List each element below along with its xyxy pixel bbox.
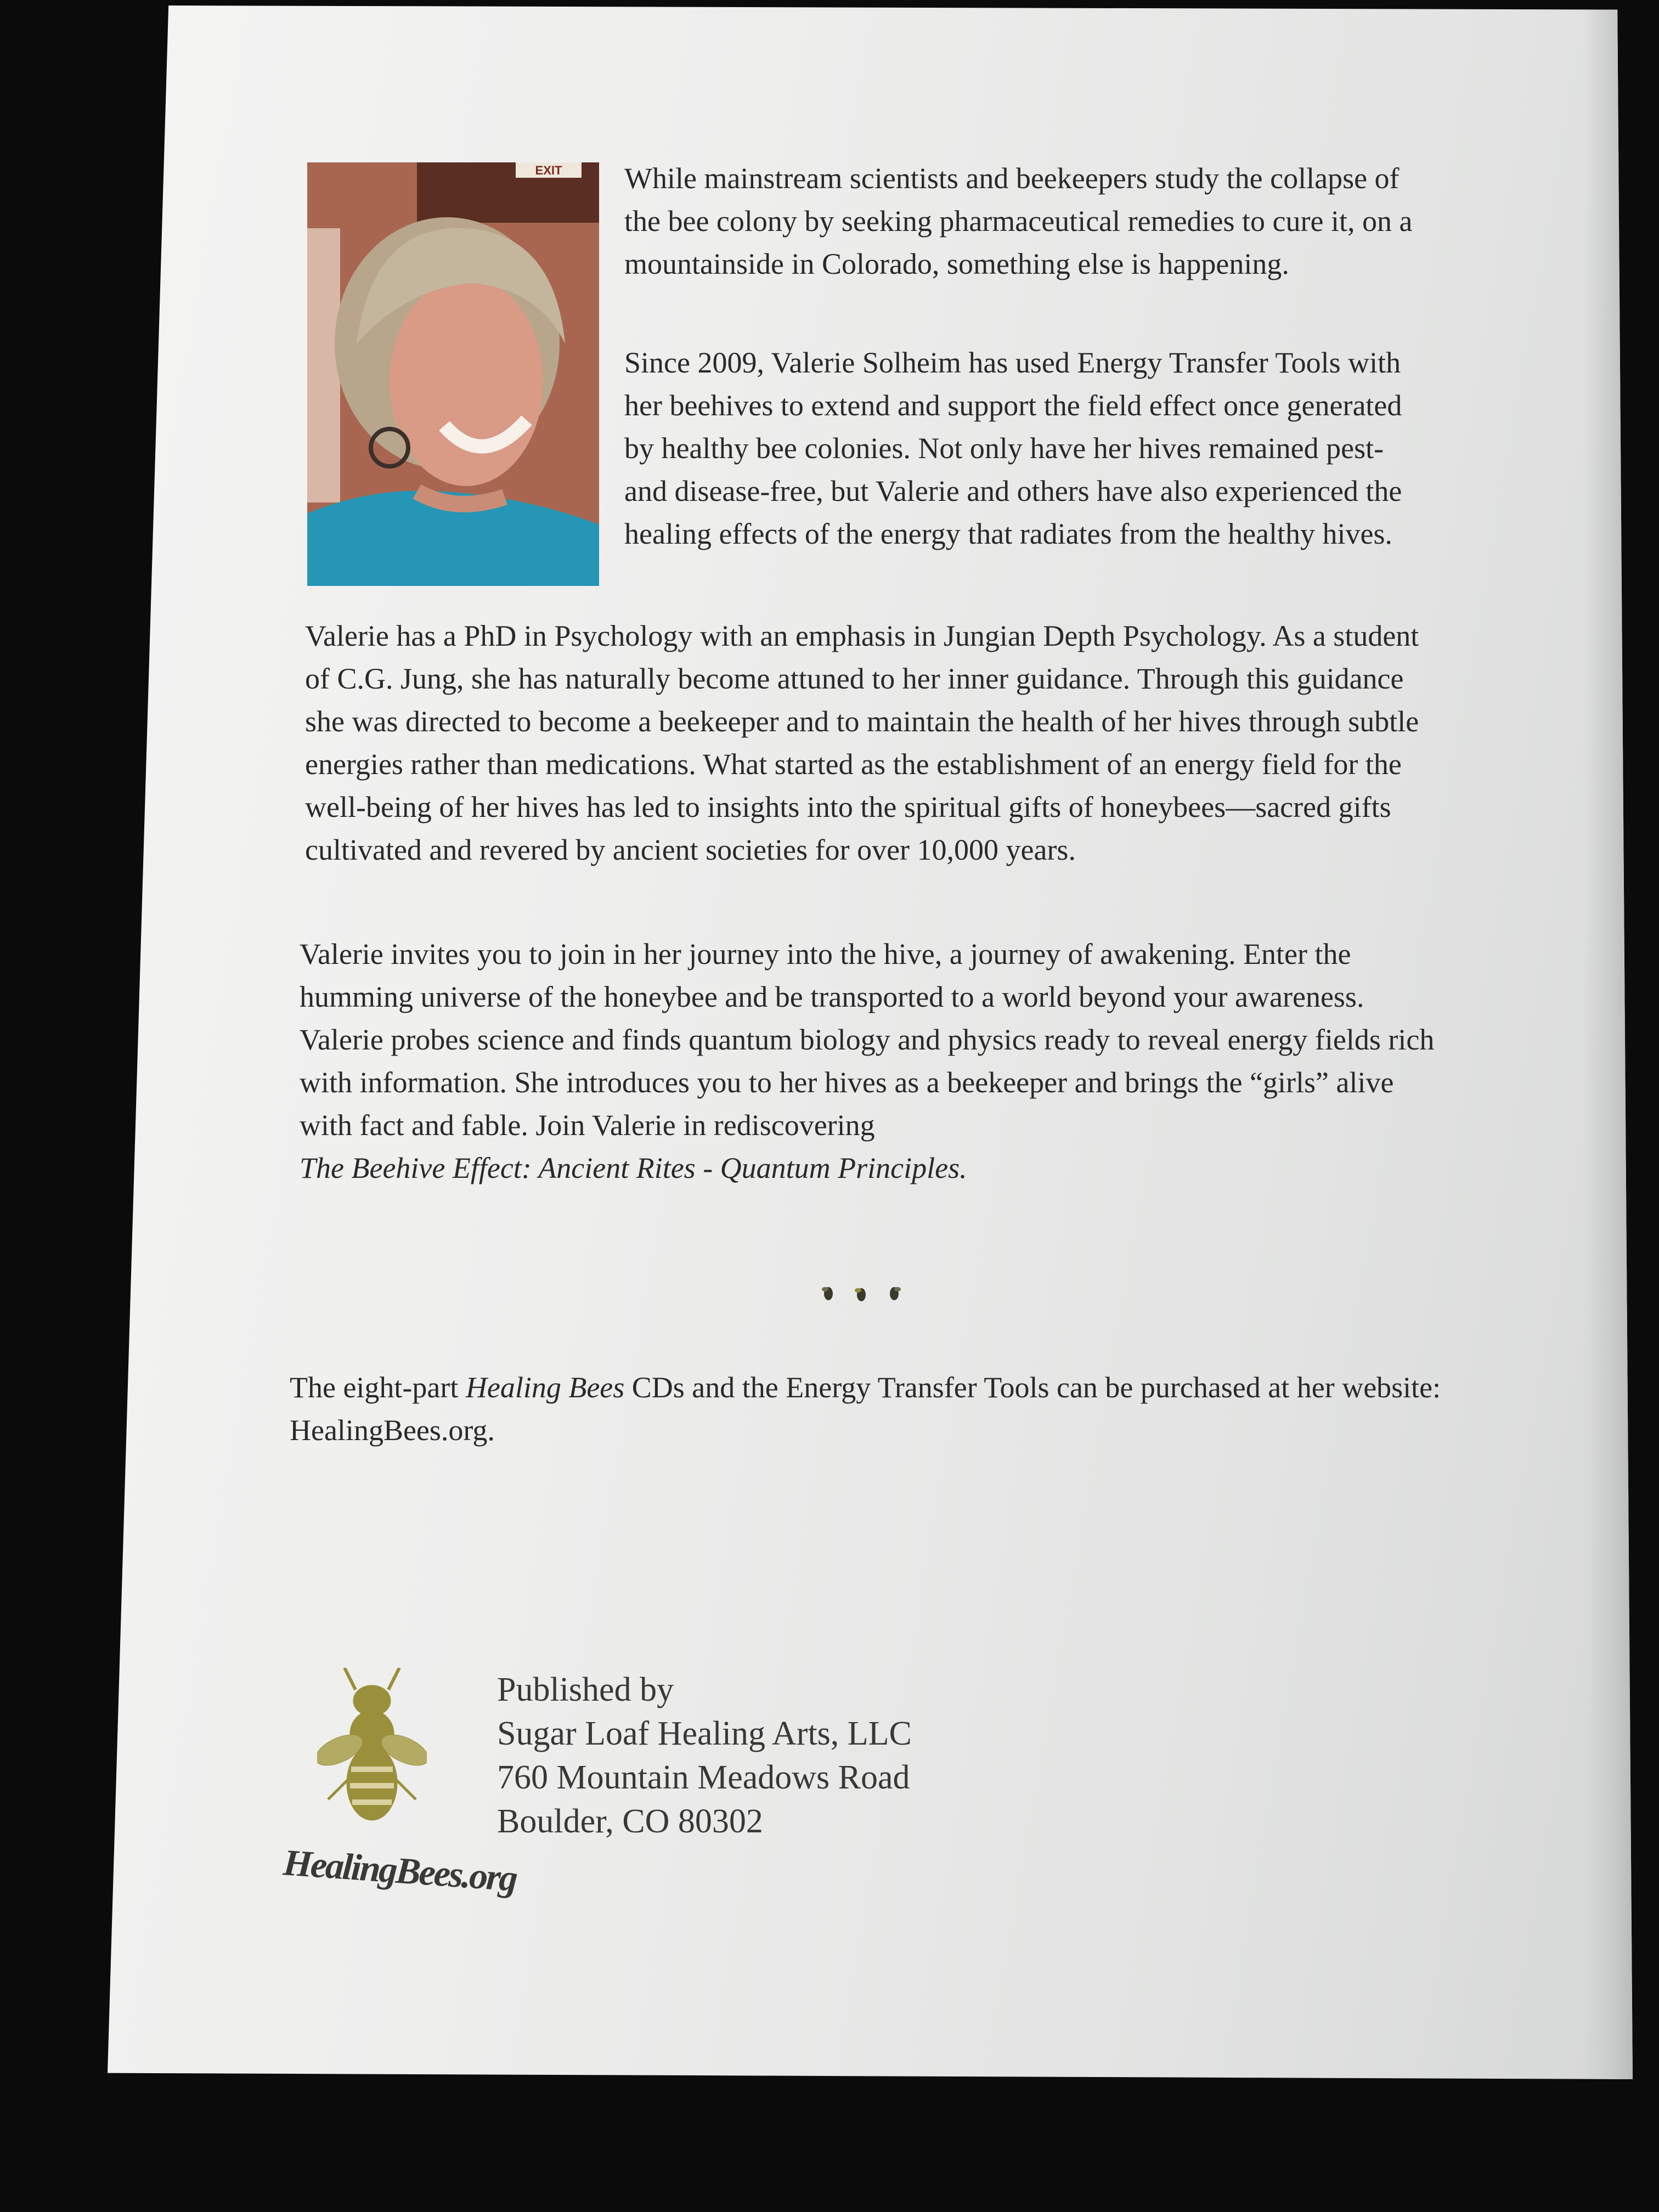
- author-portrait-illustration: [307, 162, 599, 586]
- bio-paragraph: [305, 614, 1441, 871]
- intro-paragraph-1: [624, 157, 1425, 285]
- cds-suffix: CDs and the Energy Transfer Tools can be purchased at her website: HealingBees.org.: [290, 1371, 1441, 1447]
- bee-icon: [317, 1668, 427, 1821]
- publisher-line-1: Published by: [497, 1671, 674, 1708]
- bee-ornament-icon: [812, 1276, 911, 1309]
- publisher-block: [497, 1668, 912, 1843]
- invite-text: Valerie invites you to join in her journey into the hive, a journey of awakening. Enter the humming universe of the honeybee and be transported to a world beyond your awareness. Valerie probes science and finds quantum biology and physics ready to reveal energy fields rich with information. She introduces you to her hives as a beekeeper and brings the “girls” alive with fact and fable. Join Valerie in rediscovering: [300, 938, 1435, 1142]
- author-photo: [307, 162, 599, 586]
- publisher-line-4: Boulder, CO 80302: [497, 1803, 763, 1840]
- intro-text-1: While mainstream scientists and beekeepers study the collapse of the bee colony by seeking pharmaceutical remedies to cure it, on a mountainside in Colorado, something else is happening.: [624, 162, 1413, 280]
- invite-paragraph: [300, 933, 1452, 1189]
- exit-sign-text: EXIT: [535, 163, 562, 177]
- bio-text: Valerie has a PhD in Psychology with an emphasis in Jungian Depth Psychology. As a student of C.G. Jung, she has naturally become attuned to her inner guidance. Through this guidance she was directed to become a beekeeper and to maintain the health of her hives through subtle energies rather than medications. What started as the establishment of an energy field for the well-being of her hives has led to insights into the spiritual gifts of honeybees—sacred gifts cultivated and revered by ancient societies for over 10,000 years.: [305, 619, 1419, 866]
- intro-paragraph-2: [624, 341, 1425, 555]
- cds-paragraph: [290, 1366, 1453, 1452]
- cds-italic-title: Healing Bees: [465, 1371, 625, 1404]
- book-title: The Beehive Effect: Ancient Rites - Quantum Principles.: [300, 1152, 967, 1184]
- cds-prefix: The eight-part: [290, 1371, 466, 1404]
- spine-edge: [1583, 5, 1633, 2079]
- publisher-line-3: 760 Mountain Meadows Road: [497, 1759, 910, 1796]
- logo-wordmark: HealingBees.org: [281, 1841, 518, 1899]
- intro-text-2: Since 2009, Valerie Solheim has used Energy Transfer Tools with her beehives to extend and support the field effect once generated by healthy bee colonies. Not only have her hives remained pest- and disease-free, but Valerie and others have also experienced the healing effects of the energy that radiates from the healthy hives.: [624, 346, 1402, 550]
- publisher-line-2: Sugar Loaf Healing Arts, LLC: [497, 1715, 912, 1752]
